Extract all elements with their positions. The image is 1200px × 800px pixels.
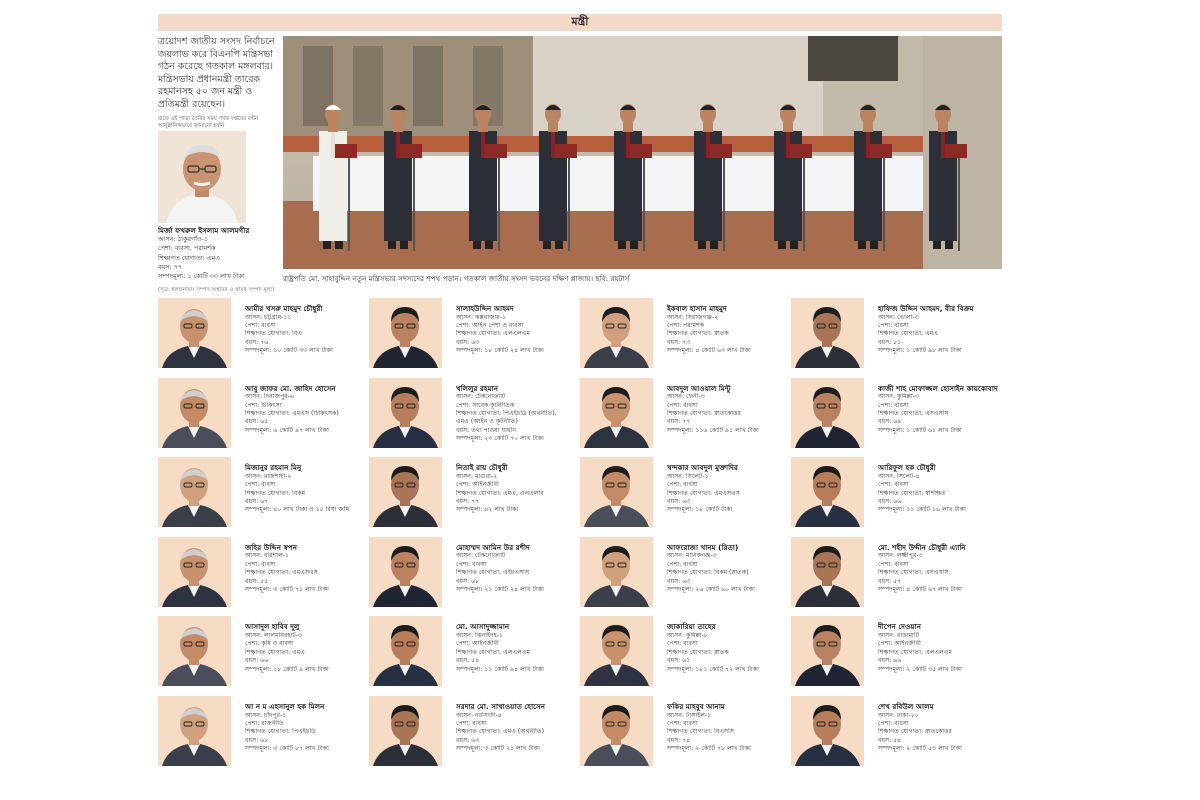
minister-seat: আসন: সিরাজগঞ্জ-২ — [667, 313, 719, 321]
lead-name: মির্জা ফখরুল ইসলাম আলমগীর — [158, 226, 250, 235]
minister-card — [791, 537, 1002, 617]
minister-age: বয়স: ৫৪ — [456, 657, 480, 665]
minister-age: বয়স: ৬৩ — [456, 338, 480, 346]
minister-card — [158, 537, 369, 617]
lead-seat: আসন: ঠাকুরগাঁও-১ — [158, 235, 209, 244]
minister-seat: আসন: মাগুরা-২ — [456, 472, 498, 480]
minister-profession: পেশা: ব্যবসা — [878, 401, 909, 409]
minister-education: শিক্ষাগত যোগ্যতা: এলএলএম — [878, 648, 952, 656]
minister-info — [245, 543, 369, 595]
minister-card — [369, 537, 580, 617]
minister-assets: সম্পদমূল্য: ২ কোটি ৩৫ লাখ টাকা — [878, 665, 962, 673]
minister-age: বয়স: ৬৭ — [245, 498, 269, 505]
lead-source: (সূত্র: হলফনামা। সম্পদ অস্থাবর ও স্থাবর সম্পদ মূল্য) — [158, 287, 275, 294]
minister-assets: সম্পদমূল্য: ৪২ লাখ টাকা — [456, 506, 519, 514]
minister-seat: আসন: চট্টগ্রাম-১১ — [245, 313, 292, 321]
minister-portrait — [158, 537, 231, 607]
minister-portrait — [580, 378, 653, 448]
minister-education: শিক্ষাগত যোগ্যতা: পিএইচডি — [245, 728, 316, 736]
minister-age: বয়স: ৫৭ — [878, 577, 902, 585]
minister-portrait — [158, 298, 231, 368]
minister-education: শিক্ষাগত যোগ্যতা: পিএইচডি (অর্থনীতি), — [456, 410, 557, 417]
minister-portrait — [580, 537, 653, 607]
minister-portrait — [369, 457, 442, 527]
minister-info — [245, 463, 369, 515]
minister-assets: সম্পদমূল্য: ১১ কোটি ১৬ লাখ টাকা — [878, 506, 966, 514]
minister-education: শিক্ষাগত যোগ্যতা: স্নাতক — [667, 648, 729, 656]
lead-education: শিক্ষাগত যোগ্যতা: এমএ — [158, 253, 220, 262]
minister-card — [791, 298, 1002, 378]
minister-portrait — [580, 298, 653, 368]
minister-card — [369, 457, 580, 537]
minister-profession: পেশা: আইনজীবী — [878, 640, 921, 648]
minister-education: শিক্ষাগত যোগ্যতা: বিএসসি — [667, 728, 734, 736]
minister-name: ফকির মাহবুব আনাম — [667, 701, 725, 711]
minister-age: বয়স: ৬৫ — [245, 418, 269, 426]
minister-age: বয়স: ৭৪ — [667, 736, 691, 744]
minister-education: শিক্ষাগত যোগ্যতা: এমএসএস — [245, 569, 318, 577]
minister-assets: সম্পদমূল্য: ১৮ কোটি ২৪ লাখ টাকা — [456, 347, 544, 355]
lead-assets: সম্পদমূল্য: ১ কোটি ৩৩ লাখ টাকা — [158, 272, 245, 281]
minister-info — [667, 622, 791, 674]
minister-seat: আসন: ঢাকা-১০ — [878, 711, 919, 719]
minister-education: শিক্ষাগত যোগ্যতা: এসএসসি — [878, 410, 949, 417]
minister-info — [878, 384, 1002, 436]
minister-age: বয়স: ৬৮ — [456, 577, 480, 585]
minister-education: শিক্ষাগত যোগ্যতা: এলএলএম — [456, 330, 530, 338]
minister-age: বয়স: ৫৫ — [245, 577, 269, 585]
section-banner: মন্ত্রী — [158, 14, 1002, 31]
minister-profession: পেশা: ব্যবসা — [667, 481, 698, 489]
minister-profession: পেশা: ব্যবসা — [667, 719, 698, 727]
minister-profession: পেশা: ব্যবসা — [456, 560, 487, 568]
minister-info — [878, 463, 1002, 515]
minister-portrait — [791, 616, 864, 686]
minister-info — [245, 304, 369, 356]
minister-info — [456, 304, 580, 356]
minister-seat: আসন: রাজশাহী-২ — [245, 472, 292, 480]
minister-age: বয়স: ৬৩ — [456, 736, 480, 744]
minister-info — [667, 384, 791, 436]
minister-assets: সম্পদমূল্য: ২৬ কোটি ৬০ লাখ টাকা — [667, 586, 755, 593]
minister-portrait — [791, 537, 864, 607]
minister-profession: পেশা: আইনজীবী — [456, 481, 499, 489]
minister-education: শিক্ষাগত যোগ্যতা: স্নাতকোত্তর — [667, 410, 741, 417]
minister-assets: সম্পদমূল্য: ৪০ লাখ টাকা ও ১৫ বিঘা জমি — [245, 506, 350, 514]
minister-seat: আসন: মানিকগঞ্জ-৩ — [667, 552, 717, 560]
minister-portrait — [369, 537, 442, 607]
minister-info — [667, 463, 791, 515]
minister-card — [158, 616, 369, 696]
minister-portrait — [158, 616, 231, 686]
minister-profession: পেশা: ব্যবসা — [878, 322, 909, 329]
minister-profession: পেশা: আইন পেশা ও ব্যবসা — [456, 322, 524, 329]
minister-name: দীপেন দেওয়ান — [878, 622, 921, 632]
minister-education: শিক্ষাগত যোগ্যতা: এমএ, এলএলবি — [456, 489, 544, 497]
minister-education: শিক্ষাগত যোগ্যতা: এমএ (অর্থনীতি) — [456, 728, 544, 736]
minister-portrait — [791, 696, 864, 766]
minister-card — [580, 298, 791, 378]
minister-name: আবদুল আওয়াল মিন্টু — [667, 383, 731, 393]
minister-seat: আসন: নরসিংদী-৪ — [456, 711, 502, 719]
minister-age: বয়স: ৭৭ — [667, 418, 691, 426]
minister-age: বয়স: ৬৬ — [878, 657, 902, 665]
minister-age: এমএ (আইন ও কূটনীতি) — [456, 418, 518, 426]
oath-ceremony-photo — [283, 36, 1002, 269]
minister-name: খন্দকার আবদুল মুক্তাদির — [667, 463, 738, 473]
minister-extra: সম্পদমূল্য: ২৩ কোটি ৭০ লাখ টাকা — [456, 435, 544, 443]
minister-age: বয়স: ৬৬ — [245, 657, 269, 665]
minister-card — [791, 616, 1002, 696]
lead-age: বয়স: ৭৭ — [158, 262, 183, 271]
minister-assets: সম্পদমূল্য: ২১ কোটি ২৪ লাখ টাকা — [456, 586, 544, 593]
minister-profession: পেশা: ব্যবসা — [456, 719, 487, 727]
minister-education: শিক্ষাগত যোগ্যতা: এসএসসি — [878, 569, 949, 577]
minister-info — [245, 702, 369, 754]
minister-profession: পেশা: পরামর্শক — [667, 322, 705, 329]
minister-seat: আসন: ফেনী-৩ — [667, 393, 705, 401]
lead-portrait — [158, 131, 246, 223]
minister-assets: সম্পদমূল্য: ১ কোটি ৬১ লাখ টাকা — [878, 426, 962, 434]
minister-assets: সম্পদমূল্য: ১১ কোটি ৯৪ লাখ টাকা — [456, 665, 544, 673]
minister-seat: আসন: কক্সবাজার-১ — [456, 313, 507, 321]
minister-education: শিক্ষাগত যোগ্যতা: এমএস (চিকিৎসক) — [245, 410, 339, 417]
minister-info — [456, 622, 580, 674]
minister-assets: সম্পদমূল্য: ৩ কোটি ২১ লাখ টাকা — [456, 745, 540, 753]
minister-name: মিজানুর রহমান মিনু — [245, 463, 302, 473]
minister-name: মোহাম্মদ আমিন উর রশীদ — [456, 542, 530, 552]
minister-name: হাফিজ উদ্দিন আহমদ, বীর বিক্রম — [878, 304, 974, 313]
minister-card — [580, 616, 791, 696]
minister-seat: আসন: দিনাজপুর-৬ — [245, 393, 294, 401]
minister-age: বয়স: ৬৮ — [245, 736, 269, 744]
minister-card — [580, 696, 791, 776]
minister-portrait — [369, 616, 442, 686]
minister-age: বয়স: ৫৪ — [878, 736, 902, 744]
minister-card — [580, 457, 791, 537]
minister-card — [369, 378, 580, 458]
minister-age: বয়স: ৭৩ — [667, 338, 691, 346]
minister-portrait — [158, 457, 231, 527]
minister-profession: পেশা: আইনজীবী — [456, 640, 499, 648]
minister-assets: সম্পদমূল্য: ২ কোটি ৫৩ লাখ টাকা — [878, 745, 962, 753]
minister-profession: পেশা: চিকিৎসা — [245, 401, 282, 409]
minister-info — [667, 304, 791, 356]
minister-info — [245, 384, 369, 436]
minister-card — [158, 378, 369, 458]
intro-block — [158, 36, 280, 130]
minister-profession: পেশা: ব্যবসা — [667, 640, 698, 648]
minister-seat: আসন: টেকনোক্র্যাট — [456, 393, 506, 401]
minister-portrait — [791, 298, 864, 368]
minister-education: শিক্ষাগত যোগ্যতা: এইচএসসি — [456, 569, 530, 577]
minister-seat: আসন: লক্ষ্মীপুর-৩ — [878, 552, 923, 560]
lead-profession: পেশা: ব্যবসা, পরামর্শক — [158, 244, 216, 253]
minister-portrait — [158, 378, 231, 448]
minister-profession: পেশা: ব্যবসা — [878, 560, 909, 568]
intro-text: ত্রয়োদশ জাতীয় সংসদ নির্বাচনে জয়লাভ করে বিএনপি মন্ত্রিসভা গঠন করেছে গতকাল মঙ্গলবার। মন্ত্রিসভায় প্রধানমন্ত্রী তারেক রহমানসহ ৫০ জন মন্ত্রী ও প্রতিমন্ত্রী রয়েছেন। — [158, 36, 275, 110]
minister-seat: আসন: কুমিল্লা-৮ — [667, 631, 709, 639]
minister-education: শিক্ষাগত যোগ্যতা: স্নাতক — [667, 330, 729, 338]
minister-seat: আসন: বরিশাল-১ — [245, 552, 289, 560]
minister-card — [369, 298, 580, 378]
minister-assets: সম্পদমূল্য: ৪ কোটি ৬৭ লাখ টাকা — [878, 586, 962, 593]
minister-name: জাকারিয়া তাহের — [667, 622, 716, 632]
minister-card — [580, 537, 791, 617]
minister-assets: সম্পদমূল্য: ১ কোটি ৯৮ লাখ টাকা — [878, 347, 962, 355]
minister-info — [878, 304, 1002, 356]
minister-profession: পেশা: ব্যবসা — [878, 719, 909, 727]
minister-name: মো. শহীদ উদ্দীন চৌধুরী এ্যানি — [878, 542, 966, 552]
minister-seat: আসন: চাঁদপুর-১ — [245, 711, 287, 719]
minister-info — [667, 543, 791, 595]
minister-profession: পেশা: সাবেক কূটনীতিক — [456, 401, 515, 409]
minister-seat: আসন: ভোলা-৩ — [878, 313, 919, 321]
minister-education: শিক্ষাগত যোগ্যতা: স্নাতকোত্তর — [878, 728, 952, 736]
minister-assets: সম্পদমূল্য: ১৮ কোটি ৯ লাখ টাকা — [245, 665, 329, 673]
minister-portrait — [791, 457, 864, 527]
minister-info — [456, 384, 580, 444]
minister-portrait — [580, 616, 653, 686]
minister-name: আবু জাফর মো. জাহিদ হোসেন — [245, 383, 336, 393]
minister-seat: আসন: সিলেট-১ — [667, 472, 709, 480]
minister-name: কাজী শাহ মোফাজ্জল হোসাইন কায়কোবাদ — [878, 383, 998, 393]
minister-name: সালাহউদ্দিন আহমদ — [456, 304, 514, 313]
minister-name: আ ন ম এহসানুল হক মিলন — [245, 701, 325, 711]
minister-name: সরদার মো. সাখাওয়াত হোসেন — [456, 701, 546, 711]
minister-age: বয়স: ৭৭ — [456, 498, 480, 505]
minister-card — [369, 616, 580, 696]
minister-name: আমীর খসরু মাহমুদ চৌধুরী — [245, 304, 323, 313]
minister-education: শিক্ষাগত যোগ্যতা: এমএ — [878, 330, 938, 338]
minister-education: শিক্ষাগত যোগ্যতা: বিএ — [245, 330, 303, 338]
minister-card — [791, 378, 1002, 458]
minister-name: আরিফুল হক চৌধুরী — [878, 463, 936, 473]
minister-profession: পেশা: ব্যবসা — [878, 481, 909, 489]
minister-info — [667, 702, 791, 754]
minister-education: শিক্ষাগত যোগ্যতা: বিকম (স্নাতক) — [667, 569, 749, 577]
minister-name: মো. আসাদুজ্জামান — [456, 622, 510, 632]
minister-profession: পেশা: ব্যবসা — [667, 560, 698, 568]
minister-profession: পেশা: কৃষি ও ব্যবসা — [245, 640, 294, 648]
minister-assets: সম্পদমূল্য: ১৮১ কোটি ৭২ লাখ টাকা — [667, 665, 759, 673]
minister-seat: আসন: ঝিনাইদহ-১ — [456, 631, 503, 639]
minister-age: বয়স: ৬৯ — [878, 418, 902, 426]
minister-card — [369, 696, 580, 776]
minister-info — [878, 543, 1002, 595]
minister-assets: সম্পদমূল্য: ২ কোটি ৭৮ লাখ টাকা — [667, 745, 751, 753]
minister-seat: আসন: সিলেট-৪ — [878, 472, 920, 480]
lead-info — [158, 226, 280, 295]
minister-profession: পেশা: ব্যবসা — [667, 401, 698, 409]
intro-note: রাতে এই পাতা তৈরির সময় পর্যন্ত দপ্তরের বন্টন আনুষ্ঠানিকভাবে জানানো হয়নি — [158, 115, 259, 129]
minister-name: খলিলুর রহমান — [456, 383, 499, 393]
minister-info — [245, 622, 369, 674]
minister-assets: বয়স: তথ্য পাওয়া যায়নি — [456, 426, 517, 434]
minister-age: বয়স: ৬১ — [667, 657, 691, 665]
minister-info — [456, 543, 580, 595]
minister-profession: পেশা: ব্যবসা — [245, 322, 276, 329]
minister-grid — [158, 298, 1002, 776]
minister-portrait — [369, 696, 442, 766]
minister-seat: আসন: লালমনিরহাট-৩ — [245, 631, 303, 639]
minister-portrait — [791, 378, 864, 448]
minister-education: শিক্ষাগত যোগ্যতা: এমএসএস — [667, 489, 740, 497]
minister-assets: সম্পদমূল্য: ১৮ কোটি টাকা — [667, 506, 733, 514]
minister-name: ইকবাল হাসান মাহমুদ — [667, 304, 727, 313]
minister-info — [456, 702, 580, 754]
minister-name: জহির উদ্দিন স্বপন — [245, 542, 298, 552]
minister-assets: সম্পদমূল্য: ৪ কোটি ৬৩ লাখ টাকা — [667, 347, 751, 355]
minister-age: বয়স: ৬৩ — [667, 577, 691, 585]
minister-seat: আসন: কুমিল্লা-৩ — [878, 393, 920, 401]
minister-profession: পেশা: রাজনীতি — [245, 719, 284, 727]
minister-portrait — [580, 457, 653, 527]
minister-card — [580, 378, 791, 458]
minister-age: বয়স: ৮১ — [878, 338, 902, 346]
minister-assets: সম্পদমূল্য: ১০ কোটি ৩৩ লাখ টাকা — [245, 347, 333, 355]
minister-education: শিক্ষাগত যোগ্যতা: এমএ — [245, 648, 305, 656]
minister-education: শিক্ষাগত যোগ্যতা: স্বশিক্ষিত — [878, 489, 946, 497]
minister-info — [456, 463, 580, 515]
minister-assets: সম্পদমূল্য: ৬ কোটি ৯৭ লাখ টাকা — [245, 426, 329, 434]
minister-profession: পেশা: ব্যবসা — [245, 560, 276, 568]
minister-info — [878, 702, 1002, 754]
minister-name: শেখ রবিউল আলম — [878, 701, 934, 711]
photo-caption: রাষ্ট্রপতি মো. সাহাবুদ্দিন নতুন মন্ত্রিসভার সদস্যদের শপথ পড়ান। গতকাল জাতীয় সংসদ ভবনের দক্ষিণ প্লাজায়। ছবি: রয়টার্স — [283, 274, 630, 283]
minister-info — [878, 622, 1002, 674]
minister-portrait — [369, 378, 442, 448]
minister-seat: আসন: টেকনোক্র্যাট — [456, 552, 506, 560]
minister-age: বয়স: ৬৬ — [878, 498, 902, 505]
minister-age: বয়স: ৬৩ — [667, 498, 691, 505]
minister-portrait — [369, 298, 442, 368]
minister-name: আফরোজা খানম (রিতা) — [667, 542, 739, 552]
minister-card — [791, 457, 1002, 537]
minister-age: বয়স: ৭৬ — [245, 338, 269, 346]
minister-card — [158, 457, 369, 537]
minister-seat: আসন: টাঙ্গাইল-১ — [667, 711, 712, 719]
minister-card — [791, 696, 1002, 776]
minister-portrait — [158, 696, 231, 766]
minister-profession: পেশা: ব্যবসা — [245, 481, 276, 489]
minister-portrait — [580, 696, 653, 766]
minister-assets: সম্পদমূল্য: ৩ কোটি ৮৭ লাখ টাকা — [245, 745, 329, 753]
minister-assets: সম্পদমূল্য: ১১৬ কোটি ৯১ লাখ টাকা — [667, 426, 759, 434]
minister-card — [158, 298, 369, 378]
minister-name: আসাদুল হাবিব দুলু — [245, 622, 300, 632]
minister-education: শিক্ষাগত যোগ্যতা: বিকম — [245, 489, 306, 497]
minister-assets: সম্পদমূল্য: ৩ কোটি ৭১ লাখ টাকা — [245, 586, 329, 593]
minister-card — [158, 696, 369, 776]
minister-seat: আসন: রাঙামাটি — [878, 631, 919, 639]
minister-name: নিতাই রায় চৌধুরী — [456, 463, 508, 473]
minister-education: শিক্ষাগত যোগ্যতা: এলএলএম — [456, 648, 530, 656]
